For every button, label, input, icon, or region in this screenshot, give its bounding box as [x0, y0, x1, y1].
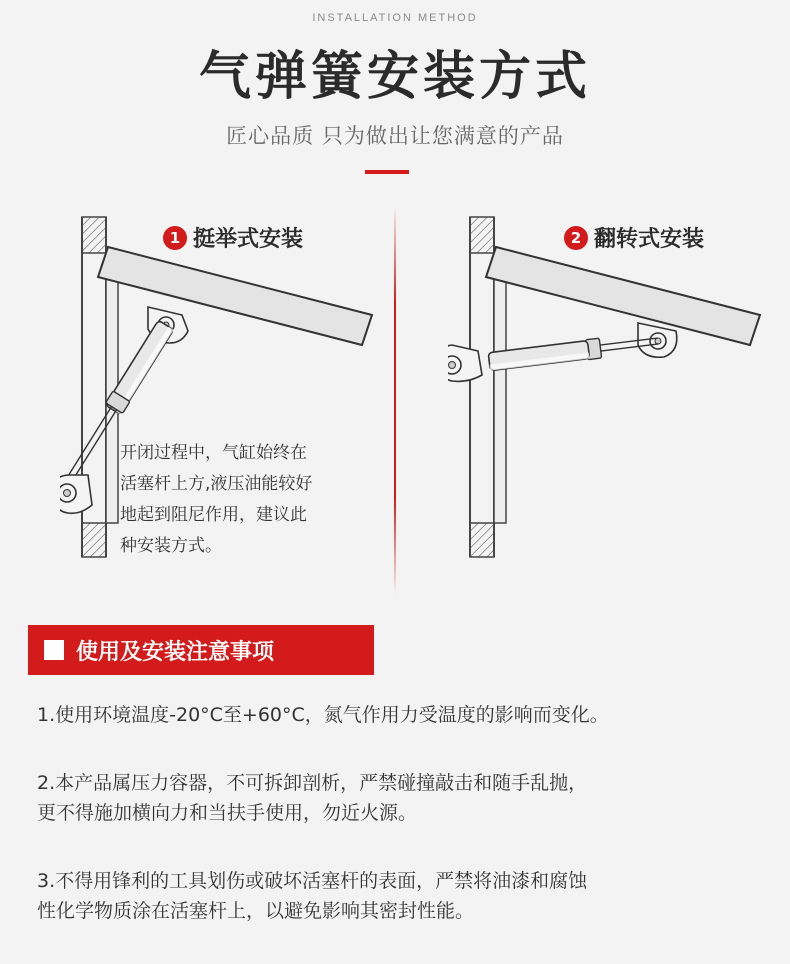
page-subtitle: 匠心品质 只为做出让您满意的产品 [226, 124, 564, 148]
note-line: 地起到阻尼作用，建议此 [120, 505, 307, 525]
note-line: 活塞杆上方,液压油能较好 [120, 474, 313, 494]
notice-item [37, 866, 777, 926]
title-underline [365, 170, 409, 174]
notice-banner [28, 625, 374, 675]
notice-line: 1.使用环境温度-20°C至+60°C，氮气作用力受温度的影响而变化。 [37, 704, 609, 726]
note-line: 种安装方式。 [120, 536, 222, 556]
step-2-badge: 2 [564, 226, 588, 250]
notice-line: 性化学物质涂在活塞杆上，以避免影响其密封性能。 [37, 900, 475, 922]
page-title: 气弹簧安装方式 [198, 47, 591, 107]
notice-item [37, 768, 777, 828]
flip-install-diagram [448, 205, 778, 575]
notice-heading: 使用及安装注意事项 [76, 639, 275, 665]
method-2-title: 翻转式安装 [594, 227, 705, 252]
square-icon [44, 640, 64, 660]
method-1-note [120, 438, 380, 562]
section-eyebrow: INSTALLATION METHOD [312, 12, 478, 24]
step-1-badge: 1 [163, 226, 187, 250]
note-line: 开闭过程中，气缸始终在 [120, 443, 307, 463]
method-1-heading [163, 222, 303, 253]
method-1-title: 挺举式安装 [193, 227, 304, 252]
notice-line: 更不得施加横向力和当扶手使用，勿近火源。 [37, 802, 418, 824]
method-2-heading [564, 222, 704, 253]
notice-line: 2.本产品属压力容器，不可拆卸剖析，严禁碰撞敲击和随手乱抛， [37, 772, 588, 794]
notice-item [37, 700, 777, 730]
notice-list [37, 700, 777, 964]
center-divider [394, 205, 396, 595]
notice-line: 3.不得用锋利的工具划伤或破坏活塞杆的表面，严禁将油漆和腐蚀 [37, 870, 588, 892]
